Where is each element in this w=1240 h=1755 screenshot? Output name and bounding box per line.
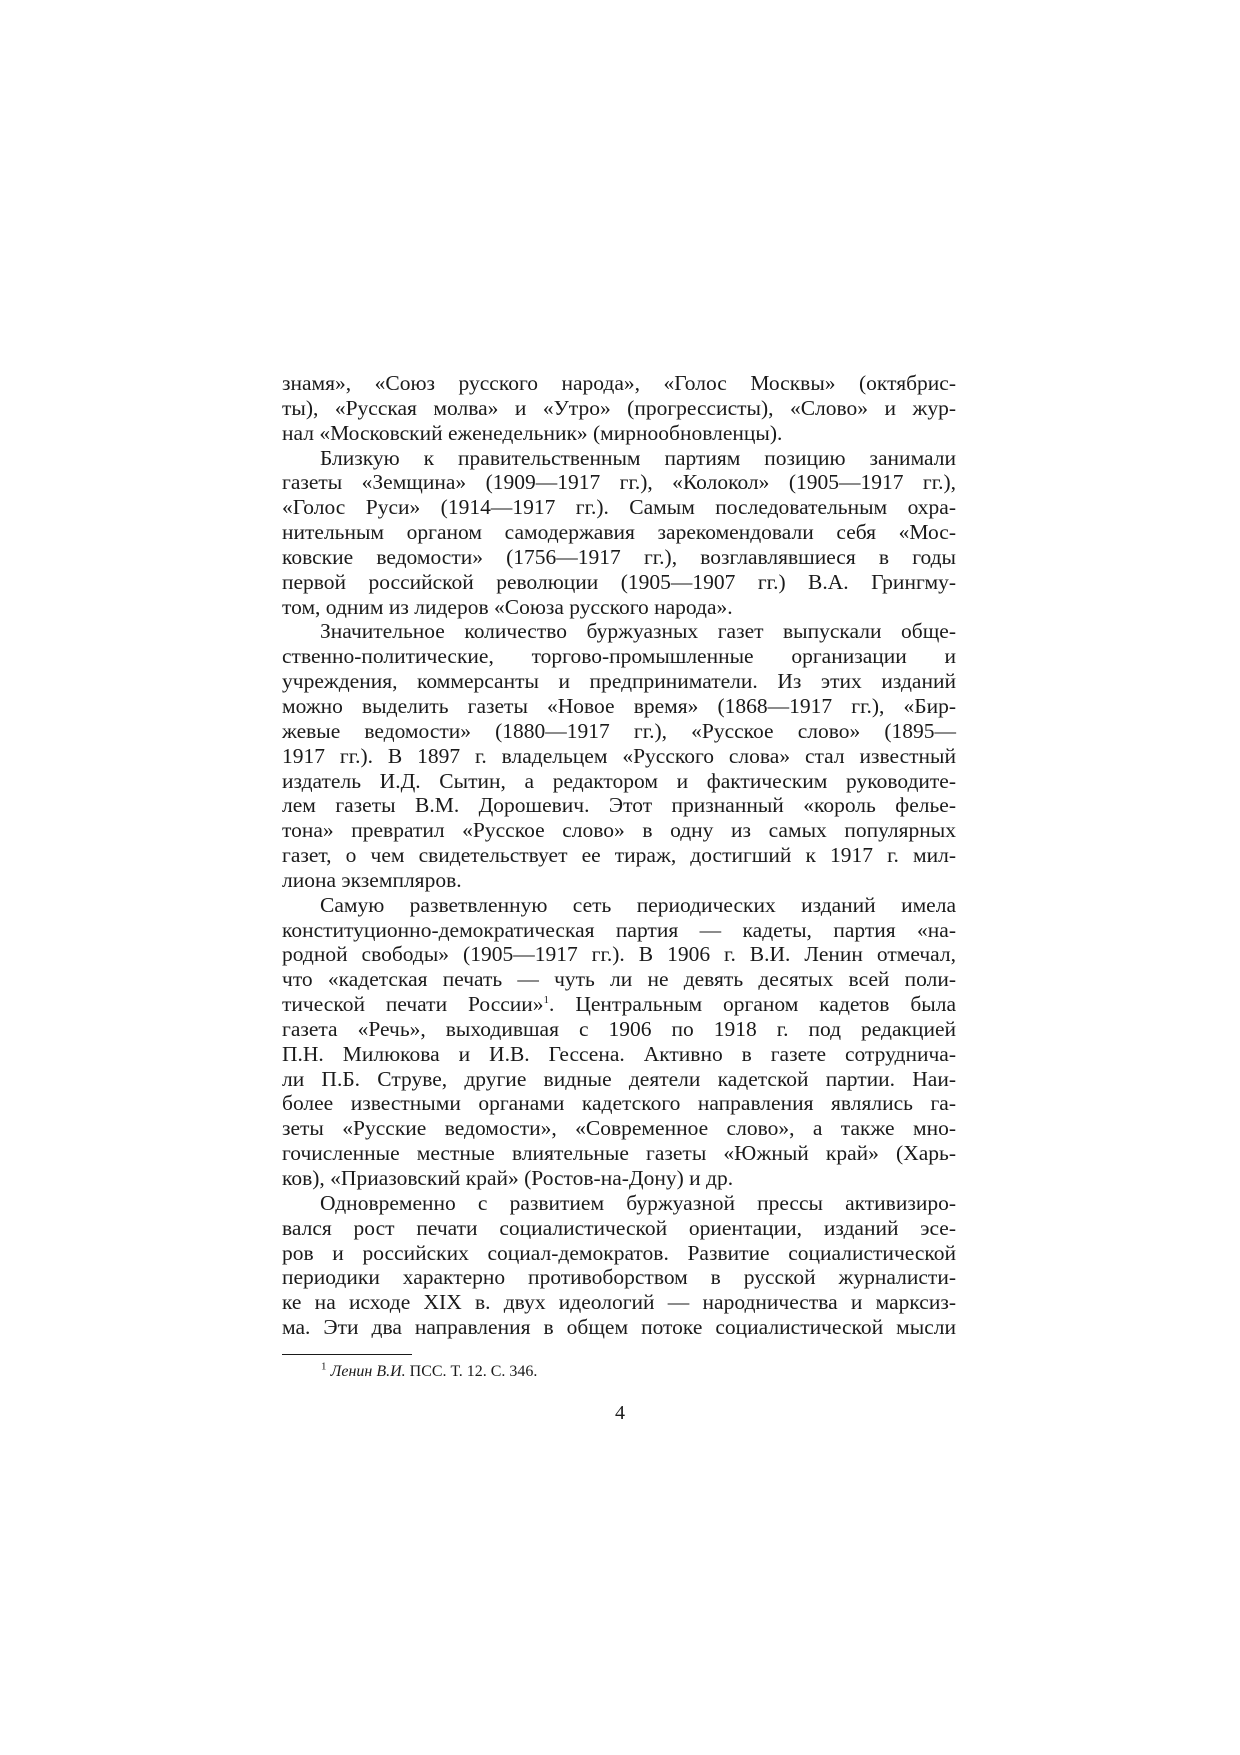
text-line: ковские ведомости» (1756—1917 гг.), возглавлявшиеся в годы bbox=[282, 544, 956, 569]
text-line: том, одним из лидеров «Союза русского народа». bbox=[282, 594, 733, 619]
text-line: конституционно-демократическая партия — кадеты, партия «на- bbox=[282, 917, 956, 942]
text-fragment: . Центральным органом кадетов была bbox=[549, 992, 957, 1017]
main-text bbox=[282, 371, 956, 1340]
text-line: издатель И.Д. Сытин, а редактором и фактическим руководите- bbox=[282, 768, 956, 793]
text-line: учреждения, коммерсанты и предприниматели. Из этих изданий bbox=[282, 669, 956, 694]
text-line: периодики характерно противоборством в русской журналисти- bbox=[282, 1265, 956, 1290]
text-line: жевые ведомости» (1880—1917 гг.), «Русское слово» (1895— bbox=[282, 718, 956, 743]
text-line: Самую разветвленную сеть периодических изданий имела bbox=[320, 892, 956, 917]
text-line: Значительное количество буржуазных газет выпускали обще- bbox=[320, 619, 956, 644]
text-line: Близкую к правительственным партиям позицию занимали bbox=[320, 445, 956, 470]
text-line: Одновременно с развитием буржуазной прессы активизиро- bbox=[320, 1190, 956, 1215]
footnote bbox=[321, 1362, 921, 1382]
text-line: нал «Московский еженедельник» (мирнообновленцы). bbox=[282, 420, 783, 445]
footnote-divider bbox=[282, 1354, 412, 1355]
paragraph-1 bbox=[282, 371, 956, 446]
text-line: ров и российских социал-демократов. Развитие социалистической bbox=[282, 1240, 956, 1265]
text-line: ли П.Б. Струве, другие видные деятели кадетской партии. Наи- bbox=[282, 1066, 956, 1091]
page-number: 4 bbox=[615, 1402, 625, 1424]
text-line: ков), «Приазовский край» (Ростов-на-Дону) и др. bbox=[282, 1166, 734, 1190]
footnote-text: ПСС. Т. 12. С. 346. bbox=[405, 1363, 538, 1380]
text-line: лем газеты В.М. Дорошевич. Этот признанный «король фелье- bbox=[282, 793, 956, 818]
text-line: «Голос Руси» (1914—1917 гг.). Самым последовательным охра- bbox=[282, 495, 956, 520]
text-line: ственно-политические, торгово-промышленные организации и bbox=[282, 644, 956, 669]
text-line: можно выделить газеты «Новое время» (1868—1917 гг.), «Бир- bbox=[282, 693, 956, 718]
text-line: ма. Эти два направления в общем потоке социалистической мысли bbox=[282, 1315, 956, 1340]
footnote-reference: 1 bbox=[543, 993, 550, 1006]
text-line: лиона экземпляров. bbox=[282, 867, 462, 892]
text-line: что «кадетская печать — чуть ли не девять десятых всей поли- bbox=[282, 967, 956, 992]
text-line: знамя», «Союз русского народа», «Голос Москвы» (октябрис- bbox=[282, 371, 956, 395]
text-line: родной свободы» (1905—1917 гг.). В 1906 г. В.И. Ленин отмечал, bbox=[282, 942, 956, 967]
text-line: газеты «Земщина» (1909—1917 гг.), «Колокол» (1905—1917 гг.), bbox=[282, 470, 956, 495]
text-line-with-footnote bbox=[282, 992, 956, 1017]
text-line: ке на исходе XIX в. двух идеологий — народничества и марксиз- bbox=[282, 1290, 956, 1315]
paragraph-2 bbox=[282, 446, 956, 620]
text-line: П.Н. Милюкова и И.В. Гессена. Активно в газете сотрудничa- bbox=[282, 1041, 956, 1066]
text-line: тона» превратил «Русское слово» в одну из самых популярных bbox=[282, 818, 956, 843]
paragraph-4 bbox=[282, 893, 956, 1191]
footnote-author: Ленин В.И. bbox=[330, 1363, 406, 1380]
paragraph-5 bbox=[282, 1191, 956, 1340]
text-line: более известными органами кадетского направления являлись га- bbox=[282, 1091, 956, 1116]
text-line: газет, о чем свидетельствует ее тираж, достигший к 1917 г. мил- bbox=[282, 843, 956, 868]
paragraph-3 bbox=[282, 619, 956, 892]
text-line: зеты «Русские ведомости», «Современное слово», а также мно- bbox=[282, 1116, 956, 1141]
text-line: гочисленные местные влиятельные газеты «Южный край» (Харь- bbox=[282, 1141, 956, 1166]
text-line: ты), «Русская молва» и «Утро» (прогрессисты), «Слово» и жур- bbox=[282, 395, 956, 420]
text-line: нительным органом самодержавия зарекомендовали себя «Мос- bbox=[282, 520, 956, 545]
text-line: газета «Речь», выходившая с 1906 по 1918 г. под редакцией bbox=[282, 1016, 956, 1041]
footnote-mark: 1 bbox=[321, 1360, 327, 1373]
text-line: вался рост печати социалистической ориентации, изданий эсе- bbox=[282, 1215, 956, 1240]
text-fragment: тической печати России» bbox=[282, 992, 544, 1017]
text-line: 1917 гг.). В 1897 г. владельцем «Русского слова» стал известный bbox=[282, 743, 956, 768]
text-line: первой российской революции (1905—1907 гг.) В.А. Грингму- bbox=[282, 569, 956, 594]
